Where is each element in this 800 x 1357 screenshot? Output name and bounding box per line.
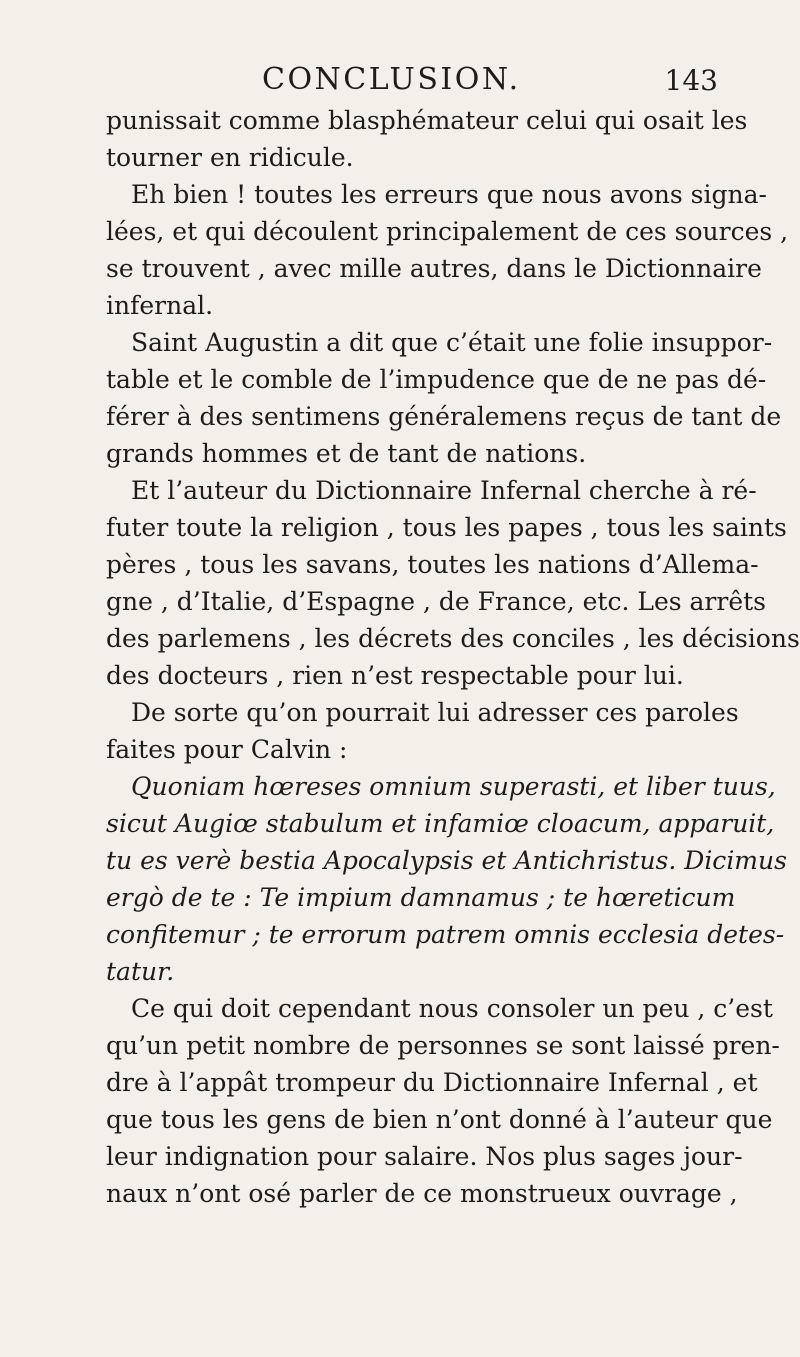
text-line: grands hommes et de tant de nations. [106,439,587,468]
latin-quote-line: confitemur ; te errorum patrem omnis ecclesia detes- [106,920,785,949]
latin-quote-line: Quoniam hœreses omnium superasti, et liber tuus, [131,772,776,801]
latin-quote-line: tu es verè bestia Apocalypsis et Antichristus. Dicimus [106,846,787,875]
text-line: lées, et qui découlent principalement de ces sources , [106,217,789,246]
text-line: qu’un petit nombre de personnes se sont laissé pren- [106,1031,780,1060]
text-line: faites pour Calvin : [106,735,348,764]
latin-quote-line: ergò de te : Te impium damnamus ; te hœreticum [106,883,736,912]
paragraph-start-line: De sorte qu’on pourrait lui adresser ces paroles [131,698,739,727]
text-line: se trouvent , avec mille autres, dans le Dictionnaire [106,254,762,283]
running-head [106,56,718,96]
paragraph-start-line: Et l’auteur du Dictionnaire Infernal cherche à ré- [131,476,757,505]
text-line: table et le comble de l’impudence que de ne pas dé- [106,365,767,394]
page-number: 143 [664,64,718,97]
latin-quote-line: tatur. [106,957,175,986]
text-line: naux n’ont osé parler de ce monstrueux ouvrage , [106,1179,738,1208]
text-line: des parlemens , les décrets des conciles , les décisions [106,624,800,653]
text-line: infernal. [106,291,214,320]
text-line: dre à l’appât trompeur du Dictionnaire Infernal , et [106,1068,758,1097]
text-line: férer à des sentimens généralemens reçus de tant de [106,402,782,431]
text-line: des docteurs , rien n’est respectable pour lui. [106,661,684,690]
paragraph-start-line: Eh bien ! toutes les erreurs que nous avons signa- [131,180,767,209]
text-line: futer toute la religion , tous les papes , tous les saints [106,513,787,542]
text-line: tourner en ridicule. [106,143,354,172]
text-line: punissait comme blasphémateur celui qui osait les [106,106,748,135]
text-line: pères , tous les savans, toutes les nations d’Allema- [106,550,759,579]
paragraph-start-line: Ce qui doit cependant nous consoler un peu , c’est [131,994,773,1023]
latin-quote-line: sicut Augiœ stabulum et infamiœ cloacum, apparuit, [106,809,775,838]
body-text [106,102,800,1212]
text-line: gne , d’Italie, d’Espagne , de France, etc. Les arrêts [106,587,766,616]
chapter-header: CONCLUSION. [262,62,521,97]
text-line: que tous les gens de bien n’ont donné à l’auteur que [106,1105,773,1134]
text-line: leur indignation pour salaire. Nos plus sages jour- [106,1142,743,1171]
paragraph-start-line: Saint Augustin a dit que c’était une folie insuppor- [131,328,773,357]
